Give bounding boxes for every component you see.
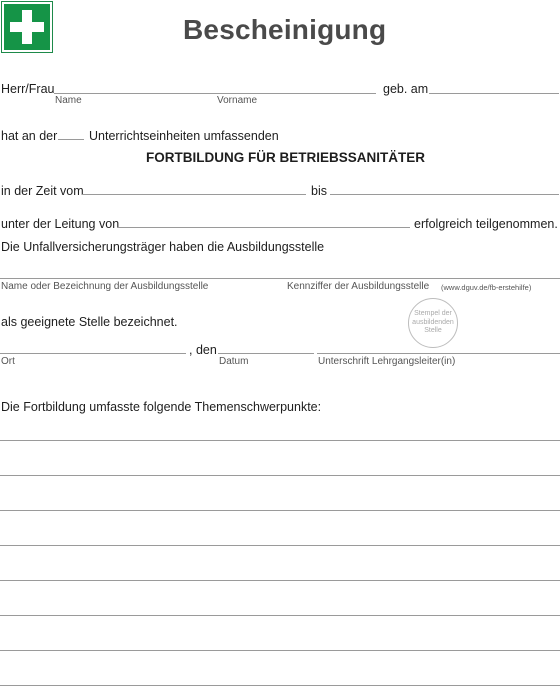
date-to-field[interactable]	[330, 194, 559, 195]
topic-line[interactable]	[0, 580, 560, 581]
text-unfallversicherung: Die Unfallversicherungsträger haben die Ausbildungsstelle	[1, 240, 325, 254]
text-geeignet: als geeignete Stelle bezeichnet.	[1, 315, 178, 329]
label-unterschrift: Unterschrift Lehrgangsleiter(in)	[318, 356, 456, 367]
date-from-field[interactable]	[82, 194, 306, 195]
label-den: , den	[189, 343, 217, 357]
label-vorname: Vorname	[217, 95, 258, 106]
label-kennziffer: Kennziffer der Ausbildungsstelle	[287, 281, 430, 292]
units-field[interactable]	[58, 139, 84, 140]
label-leitung-von: unter der Leitung von	[1, 217, 120, 231]
course-title: FORTBILDUNG FÜR BETRIEBSSANITÄTER	[146, 150, 425, 165]
signature-field[interactable]	[317, 353, 560, 354]
label-zeit-vom: in der Zeit vom	[1, 184, 84, 198]
sign-date-field[interactable]	[218, 353, 314, 354]
stamp-placeholder: Stempel der ausbildenden Stelle	[408, 298, 458, 348]
label-herr-frau: Herr/Frau	[1, 82, 55, 96]
name-field[interactable]	[54, 93, 376, 94]
topic-line[interactable]	[0, 475, 560, 476]
label-ue-umfassend: Unterrichtseinheiten umfassenden	[89, 129, 279, 143]
label-kennziffer-url: (www.dguv.de/fb-erstehilfe)	[441, 283, 532, 292]
label-name-stelle: Name oder Bezeichnung der Ausbildungsstelle	[1, 281, 209, 292]
page-title: Bescheinigung	[183, 14, 387, 45]
topic-line[interactable]	[0, 545, 560, 546]
label-erfolgreich: erfolgreich teilgenommen.	[414, 217, 558, 231]
label-ort: Ort	[1, 356, 15, 367]
topic-line[interactable]	[0, 615, 560, 616]
label-geb-am: geb. am	[383, 82, 429, 96]
first-aid-logo	[1, 1, 53, 53]
topic-line[interactable]	[0, 510, 560, 511]
label-name: Name	[55, 95, 82, 106]
label-bis: bis	[311, 184, 327, 198]
birthdate-field[interactable]	[429, 93, 559, 94]
place-field[interactable]	[0, 353, 186, 354]
institution-field[interactable]	[0, 278, 560, 279]
leader-field[interactable]	[117, 227, 410, 228]
topic-line[interactable]	[0, 685, 560, 686]
text-themen: Die Fortbildung umfasste folgende Themenschwerpunkte:	[1, 400, 322, 414]
topic-line[interactable]	[0, 650, 560, 651]
label-hat-an-der: hat an der	[1, 129, 58, 143]
label-datum: Datum	[219, 356, 249, 367]
topic-line[interactable]	[0, 440, 560, 441]
